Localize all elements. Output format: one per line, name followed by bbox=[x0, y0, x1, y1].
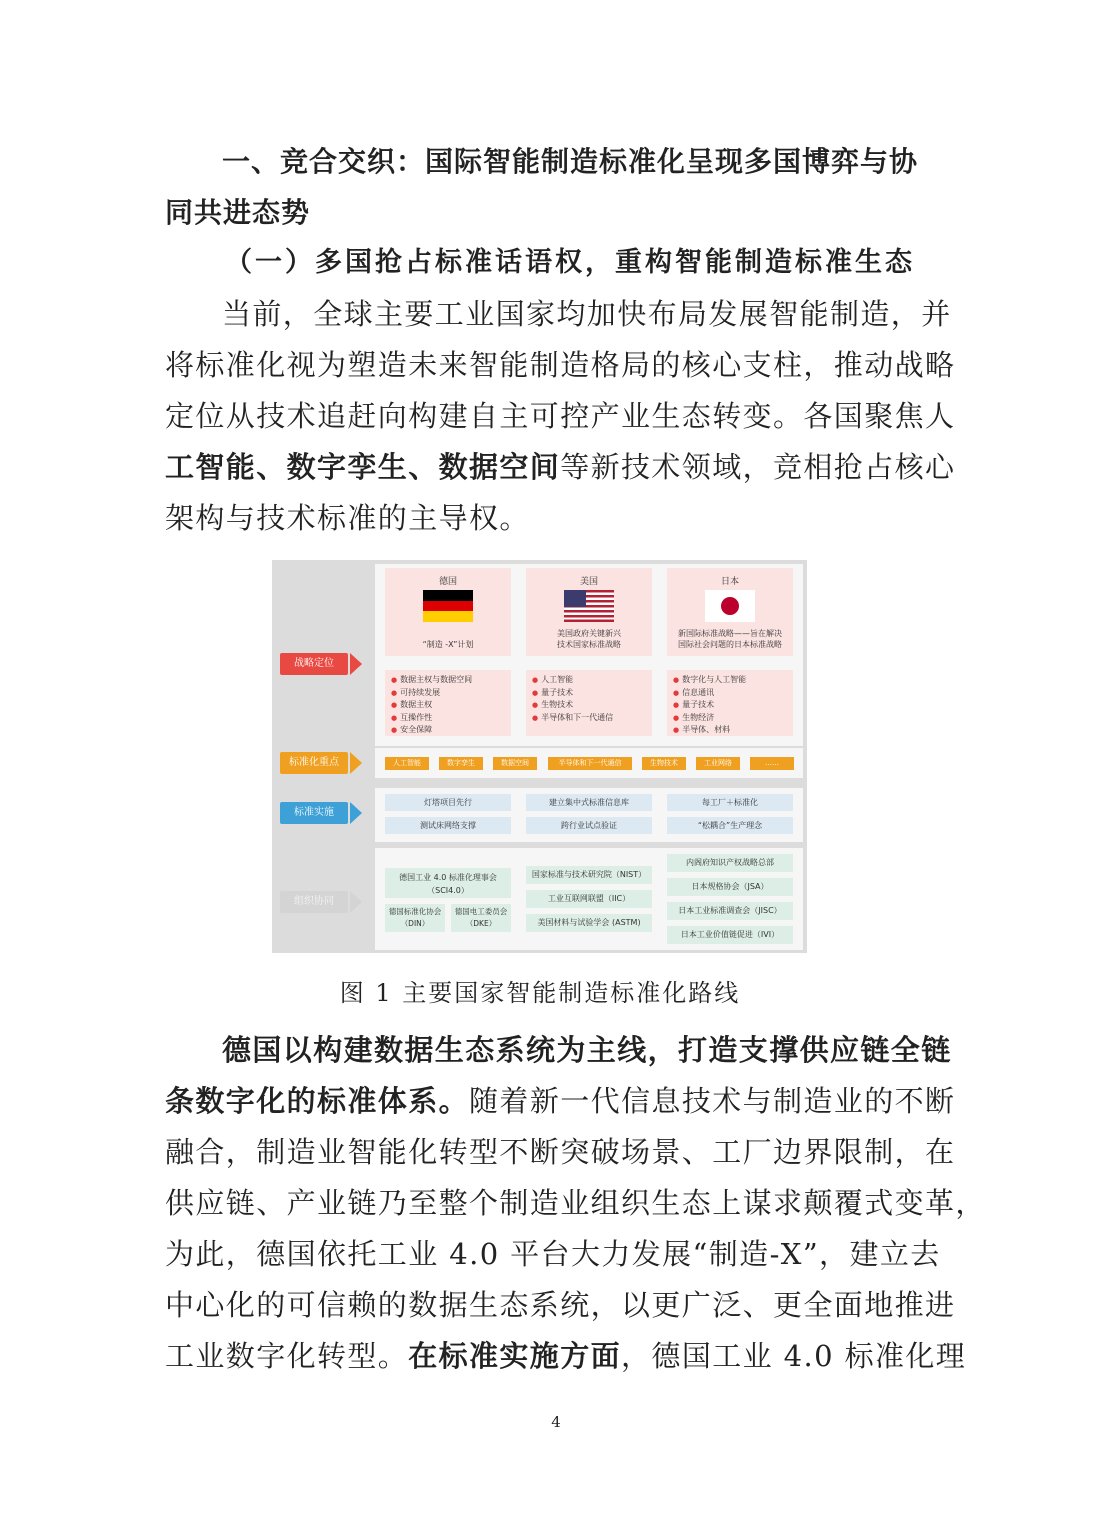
list-item: ● 互操作性 bbox=[391, 712, 511, 725]
impl-japan-1: 每工厂＋标准化 bbox=[667, 794, 793, 811]
strategy-arrow-icon bbox=[350, 653, 362, 675]
para2-line-7-bold: 在标准实施方面 bbox=[408, 1339, 622, 1373]
list-item: ● 安全保障 bbox=[391, 724, 511, 737]
page-number: 4 bbox=[551, 1413, 561, 1431]
focus-tag: 人工智能 bbox=[385, 757, 429, 770]
focus-tag: 数字孪生 bbox=[439, 757, 483, 770]
org-japan-1: 内阁府知识产权战略总部 bbox=[667, 854, 793, 872]
focus-tag: 生物技术 bbox=[642, 757, 686, 770]
list-item: ● 人工智能 bbox=[532, 674, 652, 687]
impl-japan-2: “松耦合”生产理念 bbox=[667, 817, 793, 834]
country-name: 日本 bbox=[720, 577, 739, 587]
org-usa-2: 工业互联网联盟（IIC） bbox=[526, 890, 652, 908]
para1-line-4-bold: 工智能、数字孪生、数据空间 bbox=[165, 450, 561, 484]
country-strategy: 美国政府关键新兴 技术国家标准战略 bbox=[557, 629, 621, 649]
row-label-focus: 标准化重点 bbox=[280, 752, 348, 774]
bullets-japan bbox=[667, 670, 793, 736]
heading-2: （一）多国抢占标准话语权，重构智能制造标准生态 bbox=[225, 247, 915, 278]
country-strategy: 新国际标准战略——旨在解决 国际社会问题的日本标准战略 bbox=[678, 629, 782, 649]
focus-tag: 数据空间 bbox=[493, 757, 537, 770]
para1-line-1: 当前，全球主要工业国家均加快布局发展智能制造，并 bbox=[222, 297, 952, 331]
org-germany-3: 德国电工委员会（DKE） bbox=[451, 904, 511, 932]
row-label-implementation: 标准实施 bbox=[280, 802, 348, 824]
list-item: ● 半导体、材料 bbox=[673, 724, 793, 737]
japan-flag-icon bbox=[705, 590, 755, 622]
para2-line-2 bbox=[165, 1083, 956, 1119]
para2-line-3: 融合，制造业智能化转型不断突破场景、工厂边界限制，在 bbox=[165, 1135, 956, 1169]
list-item: ● 可持续发展 bbox=[391, 687, 511, 700]
para2-line-7-rest: ，德国工业 4.0 标准化理 bbox=[621, 1339, 967, 1373]
impl-germany-2: 测试床网络支撑 bbox=[385, 817, 511, 834]
para2-line-7 bbox=[165, 1338, 967, 1374]
list-item: ● 数据主权与数据空间 bbox=[391, 674, 511, 687]
standardization-roadmap-figure bbox=[272, 560, 807, 953]
focus-tag: …… bbox=[750, 757, 794, 770]
country-name: 美国 bbox=[579, 577, 598, 587]
org-usa-3: 美国材料与试验学会 (ASTM) bbox=[526, 914, 652, 932]
list-item: ● 量子技术 bbox=[532, 687, 652, 700]
country-name: 德国 bbox=[438, 577, 457, 587]
list-item: ● 量子技术 bbox=[673, 699, 793, 712]
bullets-usa bbox=[526, 670, 652, 736]
para2-line-1: 德国以构建数据生态系统为主线，打造支撑供应链全链 bbox=[222, 1033, 952, 1067]
list-item: ● 生物技术 bbox=[532, 699, 652, 712]
para1-line-2: 将标准化视为塑造未来智能制造格局的核心支柱，推动战略 bbox=[165, 348, 956, 382]
impl-usa-1: 建立集中式标准信息库 bbox=[526, 794, 652, 811]
organization-arrow-icon bbox=[350, 891, 362, 913]
list-item: ● 数据主权 bbox=[391, 699, 511, 712]
para1-line-3: 定位从技术追赶向构建自主可控产业生态转变。各国聚焦人 bbox=[165, 399, 956, 433]
org-japan-3: 日本工业标准调查会（JISC） bbox=[667, 902, 793, 920]
impl-germany-1: 灯塔项目先行 bbox=[385, 794, 511, 811]
para2-line-2-rest: 随着新一代信息技术与制造业的不断 bbox=[469, 1084, 956, 1118]
bullets-germany bbox=[385, 670, 511, 736]
implementation-arrow-icon bbox=[350, 802, 362, 824]
list-item: ● 生物经济 bbox=[673, 712, 793, 725]
heading-1-line-1: 一、竞合交织：国际智能制造标准化呈现多国博弈与协 bbox=[222, 145, 919, 178]
country-card-usa bbox=[526, 568, 652, 656]
para2-line-4: 供应链、产业链乃至整个制造业组织生态上谋求颠覆式变革， bbox=[165, 1186, 986, 1220]
org-germany-2: 德国标准化协会（DIN） bbox=[385, 904, 445, 932]
focus-tag: 工业网络 bbox=[696, 757, 740, 770]
para1-line-5: 架构与技术标准的主导权。 bbox=[165, 501, 530, 535]
org-germany-1: 德国工业 4.0 标准化理事会（SCI4.0） bbox=[385, 868, 511, 898]
org-usa-1: 国家标准与技术研究院（NIST） bbox=[526, 866, 652, 884]
list-item: ● 半导体和下一代通信 bbox=[532, 712, 652, 725]
org-japan-2: 日本规格协会（JSA） bbox=[667, 878, 793, 896]
row-label-strategy: 战略定位 bbox=[280, 653, 348, 675]
country-card-germany bbox=[385, 568, 511, 656]
focus-arrow-icon bbox=[350, 752, 362, 774]
focus-tag: 半导体和下一代通信 bbox=[548, 757, 632, 770]
list-item: ● 信息通讯 bbox=[673, 687, 793, 700]
para2-line-2-bold: 条数字化的标准体系。 bbox=[165, 1084, 470, 1118]
country-strategy: “制造 -X”计划 bbox=[422, 640, 474, 649]
country-card-japan bbox=[667, 568, 793, 656]
para1-line-4-rest: 等新技术领域，竞相抢占核心 bbox=[560, 450, 956, 484]
figure-caption: 图 1 主要国家智能制造标准化路线 bbox=[339, 979, 741, 1007]
impl-usa-2: 跨行业试点验证 bbox=[526, 817, 652, 834]
org-japan-4: 日本工业价值链促进（IVI） bbox=[667, 926, 793, 944]
heading-1-line-2: 同共进态势 bbox=[165, 196, 311, 229]
germany-flag-icon bbox=[423, 590, 473, 622]
para2-line-6: 中心化的可信赖的数据生态系统，以更广泛、更全面地推进 bbox=[165, 1288, 956, 1322]
row-label-organization: 组织协同 bbox=[280, 891, 348, 913]
usa-flag-icon bbox=[564, 590, 614, 622]
list-item: ● 数字化与人工智能 bbox=[673, 674, 793, 687]
para2-line-7-start: 工业数字化转型。 bbox=[165, 1339, 409, 1373]
para2-line-5: 为此，德国依托工业 4.0 平台大力发展“制造-X”，建立去 bbox=[165, 1237, 941, 1271]
para1-line-4 bbox=[165, 449, 956, 485]
